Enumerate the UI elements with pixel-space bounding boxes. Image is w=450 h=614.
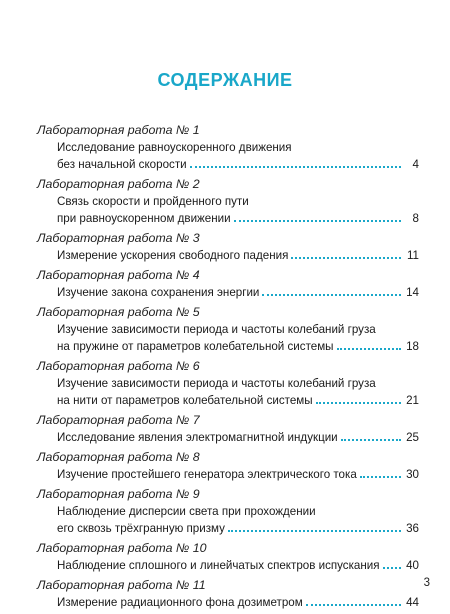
- lab-work-label: Лабораторная работа № 9: [37, 487, 200, 501]
- topic-last-line: [57, 284, 419, 301]
- topic-line: Изучение зависимости периода и частоты колебаний груза: [57, 323, 376, 336]
- lab-work-label: Лабораторная работа № 10: [37, 541, 207, 555]
- topic-last-line: [57, 210, 419, 227]
- toc-entry[interactable]: [37, 176, 419, 227]
- lab-work-topic: [57, 321, 419, 355]
- lab-work-label: Лабораторная работа № 2: [37, 177, 200, 191]
- table-of-contents: [37, 122, 419, 614]
- dot-leader: [234, 220, 401, 222]
- toc-entry[interactable]: [37, 304, 419, 355]
- lab-work-topic: [57, 557, 419, 574]
- lab-work-label: Лабораторная работа № 1: [37, 123, 200, 137]
- topic-line: Изучение простейшего генератора электрического тока: [57, 468, 357, 481]
- page-ref: 36: [406, 522, 419, 535]
- lab-work-topic: [57, 139, 419, 173]
- lab-work-topic: [57, 247, 419, 264]
- topic-line: Измерение ускорения свободного падения: [57, 249, 289, 262]
- topic-line: Исследование явления электромагнитной индукции: [57, 431, 338, 444]
- lab-work-label: Лабораторная работа № 7: [37, 413, 200, 427]
- toc-entry[interactable]: [37, 449, 419, 483]
- lab-work-topic: [57, 594, 419, 611]
- page-ref: 30: [406, 468, 419, 481]
- topic-line: Измерение радиационного фона дозиметром: [57, 596, 303, 609]
- toc-entry[interactable]: [37, 358, 419, 409]
- page-ref: 21: [406, 394, 419, 407]
- topic-line: Наблюдение дисперсии света при прохождении: [57, 505, 316, 518]
- topic-line: Изучение закона сохранения энергии: [57, 286, 260, 299]
- page-ref: 44: [406, 596, 419, 609]
- topic-line: Изучение зависимости периода и частоты колебаний груза: [57, 377, 376, 390]
- toc-entry[interactable]: [37, 577, 419, 611]
- topic-line: на нити от параметров колебательной системы: [57, 394, 313, 407]
- topic-line: Связь скорости и пройденного пути: [57, 195, 249, 208]
- lab-work-topic: [57, 193, 419, 227]
- topic-last-line: [57, 247, 419, 264]
- topic-line: Наблюдение сплошного и линейчатых спектров испускания: [57, 559, 380, 572]
- page-ref: 8: [412, 212, 419, 225]
- dot-leader: [190, 166, 401, 168]
- dot-leader: [341, 439, 401, 441]
- page-ref: 11: [406, 249, 419, 262]
- lab-work-label: Лабораторная работа № 6: [37, 359, 200, 373]
- topic-line: при равноускоренном движении: [57, 212, 231, 225]
- topic-last-line: [57, 557, 419, 574]
- lab-work-label: Лабораторная работа № 3: [37, 231, 200, 245]
- toc-entry[interactable]: [37, 412, 419, 446]
- topic-last-line: [57, 429, 419, 446]
- lab-work-label: Лабораторная работа № 4: [37, 268, 200, 282]
- page-number: 3: [423, 577, 430, 589]
- lab-work-topic: [57, 284, 419, 301]
- page-ref: 40: [406, 559, 419, 572]
- toc-entry[interactable]: [37, 540, 419, 574]
- page-title: СОДЕРЖАНИЕ: [157, 70, 293, 90]
- dot-leader: [306, 604, 401, 606]
- page-ref: 25: [406, 431, 419, 444]
- dot-leader: [316, 402, 401, 404]
- dot-leader: [228, 530, 401, 532]
- topic-last-line: [57, 392, 419, 409]
- toc-entry[interactable]: [37, 267, 419, 301]
- topic-last-line: [57, 594, 419, 611]
- dot-leader: [262, 294, 401, 296]
- topic-last-line: [57, 156, 419, 173]
- page-ref: 18: [406, 340, 419, 353]
- topic-line: без начальной скорости: [57, 158, 187, 171]
- lab-work-topic: [57, 503, 419, 537]
- lab-work-topic: [57, 429, 419, 446]
- lab-work-topic: [57, 375, 419, 409]
- lab-work-label: Лабораторная работа № 8: [37, 450, 200, 464]
- page-ref: 14: [406, 286, 419, 299]
- topic-line: Исследование равноускоренного движения: [57, 141, 292, 154]
- topic-last-line: [57, 520, 419, 537]
- toc-entry[interactable]: [37, 486, 419, 537]
- dot-leader: [337, 348, 401, 350]
- lab-work-label: Лабораторная работа № 11: [37, 578, 206, 592]
- lab-work-topic: [57, 466, 419, 483]
- topic-line: на пружине от параметров колебательной системы: [57, 340, 334, 353]
- toc-entry[interactable]: [37, 230, 419, 264]
- topic-last-line: [57, 466, 419, 483]
- dot-leader: [360, 476, 401, 478]
- toc-entry[interactable]: [37, 122, 419, 173]
- topic-last-line: [57, 338, 419, 355]
- page-ref: 4: [412, 158, 419, 171]
- dot-leader: [291, 257, 401, 259]
- dot-leader: [383, 567, 401, 569]
- topic-line: его сквозь трёхгранную призму: [57, 522, 225, 535]
- lab-work-label: Лабораторная работа № 5: [37, 305, 200, 319]
